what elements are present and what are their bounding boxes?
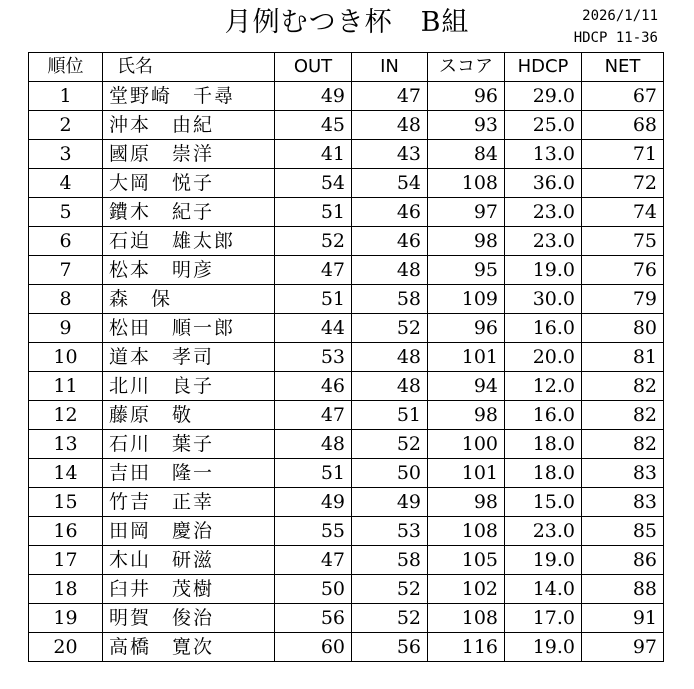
- table-row: [29, 546, 664, 575]
- hdcp-cell: 15.0: [505, 488, 582, 517]
- table-row: [29, 343, 664, 372]
- hdcp-cell: 19.0: [505, 633, 582, 662]
- player-name-cell: 竹吉 正幸: [103, 488, 275, 517]
- net-cell: 75: [582, 227, 664, 256]
- table-row: [29, 169, 664, 198]
- player-name-cell: 臼井 茂樹: [103, 575, 275, 604]
- score-cell: 96: [428, 82, 505, 111]
- player-name-cell: 木山 研滋: [103, 546, 275, 575]
- table-row: [29, 314, 664, 343]
- score-cell: 101: [428, 459, 505, 488]
- out-cell: 60: [275, 633, 352, 662]
- out-cell: 47: [275, 256, 352, 285]
- in-cell: 53: [352, 517, 428, 546]
- net-cell: 82: [582, 401, 664, 430]
- rank-cell: 3: [29, 140, 103, 169]
- in-cell: 50: [352, 459, 428, 488]
- in-cell: 49: [352, 488, 428, 517]
- table-row: [29, 575, 664, 604]
- player-name-cell: 沖本 由紀: [103, 111, 275, 140]
- table-row: [29, 459, 664, 488]
- column-header-net: NET: [582, 53, 664, 82]
- out-cell: 45: [275, 111, 352, 140]
- out-cell: 47: [275, 546, 352, 575]
- player-name-cell: 大岡 悦子: [103, 169, 275, 198]
- table-row: [29, 111, 664, 140]
- hdcp-cell: 30.0: [505, 285, 582, 314]
- results-table: [28, 52, 664, 662]
- player-name-cell: 吉田 隆一: [103, 459, 275, 488]
- out-cell: 55: [275, 517, 352, 546]
- hdcp-cell: 16.0: [505, 314, 582, 343]
- table-row: [29, 198, 664, 227]
- hdcp-cell: 18.0: [505, 459, 582, 488]
- player-name-cell: 田岡 慶治: [103, 517, 275, 546]
- rank-cell: 18: [29, 575, 103, 604]
- rank-cell: 15: [29, 488, 103, 517]
- hdcp-cell: 36.0: [505, 169, 582, 198]
- in-cell: 56: [352, 633, 428, 662]
- hdcp-cell: 19.0: [505, 546, 582, 575]
- player-name-cell: 石川 葉子: [103, 430, 275, 459]
- out-cell: 44: [275, 314, 352, 343]
- column-header-in: IN: [352, 53, 428, 82]
- rank-cell: 2: [29, 111, 103, 140]
- in-cell: 48: [352, 343, 428, 372]
- player-name-cell: 堂野崎 千尋: [103, 82, 275, 111]
- score-cell: 102: [428, 575, 505, 604]
- rank-cell: 9: [29, 314, 103, 343]
- out-cell: 51: [275, 459, 352, 488]
- net-cell: 67: [582, 82, 664, 111]
- rank-cell: 4: [29, 169, 103, 198]
- table-header-row: [29, 53, 664, 82]
- column-header-name: 氏名: [103, 53, 275, 82]
- score-cell: 116: [428, 633, 505, 662]
- rank-cell: 10: [29, 343, 103, 372]
- net-cell: 97: [582, 633, 664, 662]
- score-cell: 98: [428, 488, 505, 517]
- rank-cell: 20: [29, 633, 103, 662]
- player-name-cell: 明賀 俊治: [103, 604, 275, 633]
- in-cell: 52: [352, 575, 428, 604]
- hdcp-cell: 23.0: [505, 227, 582, 256]
- net-cell: 81: [582, 343, 664, 372]
- out-cell: 50: [275, 575, 352, 604]
- player-name-cell: 國原 崇洋: [103, 140, 275, 169]
- hdcp-cell: 23.0: [505, 198, 582, 227]
- hdcp-cell: 20.0: [505, 343, 582, 372]
- net-cell: 71: [582, 140, 664, 169]
- out-cell: 49: [275, 488, 352, 517]
- net-cell: 83: [582, 459, 664, 488]
- score-cell: 109: [428, 285, 505, 314]
- column-header-score: スコア: [428, 53, 505, 82]
- net-cell: 82: [582, 430, 664, 459]
- column-header-out: OUT: [275, 53, 352, 82]
- rank-cell: 14: [29, 459, 103, 488]
- score-cell: 84: [428, 140, 505, 169]
- score-cell: 108: [428, 604, 505, 633]
- in-cell: 48: [352, 372, 428, 401]
- rank-cell: 19: [29, 604, 103, 633]
- event-date: 2026/1/11: [582, 8, 658, 24]
- in-cell: 58: [352, 285, 428, 314]
- rank-cell: 8: [29, 285, 103, 314]
- score-cell: 108: [428, 169, 505, 198]
- out-cell: 48: [275, 430, 352, 459]
- rank-cell: 17: [29, 546, 103, 575]
- net-cell: 85: [582, 517, 664, 546]
- score-cell: 105: [428, 546, 505, 575]
- in-cell: 46: [352, 198, 428, 227]
- hdcp-cell: 18.0: [505, 430, 582, 459]
- rank-cell: 1: [29, 82, 103, 111]
- score-cell: 96: [428, 314, 505, 343]
- player-name-cell: 藤原 敬: [103, 401, 275, 430]
- rank-cell: 12: [29, 401, 103, 430]
- out-cell: 41: [275, 140, 352, 169]
- net-cell: 74: [582, 198, 664, 227]
- net-cell: 68: [582, 111, 664, 140]
- out-cell: 54: [275, 169, 352, 198]
- table-row: [29, 517, 664, 546]
- hdcp-cell: 25.0: [505, 111, 582, 140]
- score-cell: 93: [428, 111, 505, 140]
- table-row: [29, 633, 664, 662]
- score-cell: 98: [428, 401, 505, 430]
- hdcp-cell: 23.0: [505, 517, 582, 546]
- net-cell: 72: [582, 169, 664, 198]
- table-row: [29, 140, 664, 169]
- in-cell: 54: [352, 169, 428, 198]
- player-name-cell: 石迫 雄太郎: [103, 227, 275, 256]
- in-cell: 51: [352, 401, 428, 430]
- score-cell: 98: [428, 227, 505, 256]
- in-cell: 52: [352, 604, 428, 633]
- out-cell: 56: [275, 604, 352, 633]
- column-header-rank: 順位: [29, 53, 103, 82]
- score-cell: 100: [428, 430, 505, 459]
- player-name-cell: 松本 明彦: [103, 256, 275, 285]
- net-cell: 88: [582, 575, 664, 604]
- out-cell: 49: [275, 82, 352, 111]
- rank-cell: 16: [29, 517, 103, 546]
- in-cell: 52: [352, 314, 428, 343]
- player-name-cell: 森 保: [103, 285, 275, 314]
- table-row: [29, 82, 664, 111]
- hdcp-cell: 16.0: [505, 401, 582, 430]
- table-row: [29, 401, 664, 430]
- player-name-cell: 鐨木 紀子: [103, 198, 275, 227]
- hdcp-cell: 14.0: [505, 575, 582, 604]
- hdcp-range: HDCP 11-36: [573, 30, 658, 46]
- in-cell: 48: [352, 111, 428, 140]
- table-row: [29, 430, 664, 459]
- score-cell: 95: [428, 256, 505, 285]
- net-cell: 91: [582, 604, 664, 633]
- net-cell: 82: [582, 372, 664, 401]
- out-cell: 51: [275, 285, 352, 314]
- hdcp-cell: 13.0: [505, 140, 582, 169]
- out-cell: 53: [275, 343, 352, 372]
- hdcp-cell: 17.0: [505, 604, 582, 633]
- table-row: [29, 488, 664, 517]
- player-name-cell: 道本 孝司: [103, 343, 275, 372]
- table-row: [29, 372, 664, 401]
- out-cell: 51: [275, 198, 352, 227]
- table-row: [29, 604, 664, 633]
- score-cell: 94: [428, 372, 505, 401]
- out-cell: 52: [275, 227, 352, 256]
- score-cell: 97: [428, 198, 505, 227]
- table-row: [29, 256, 664, 285]
- net-cell: 83: [582, 488, 664, 517]
- rank-cell: 11: [29, 372, 103, 401]
- in-cell: 52: [352, 430, 428, 459]
- in-cell: 58: [352, 546, 428, 575]
- player-name-cell: 北川 良子: [103, 372, 275, 401]
- column-header-hdcp: HDCP: [505, 53, 582, 82]
- hdcp-cell: 19.0: [505, 256, 582, 285]
- table-row: [29, 227, 664, 256]
- out-cell: 46: [275, 372, 352, 401]
- in-cell: 46: [352, 227, 428, 256]
- score-cell: 101: [428, 343, 505, 372]
- rank-cell: 6: [29, 227, 103, 256]
- rank-cell: 5: [29, 198, 103, 227]
- in-cell: 47: [352, 82, 428, 111]
- rank-cell: 7: [29, 256, 103, 285]
- player-name-cell: 高橋 寛次: [103, 633, 275, 662]
- player-name-cell: 松田 順一郎: [103, 314, 275, 343]
- in-cell: 48: [352, 256, 428, 285]
- net-cell: 76: [582, 256, 664, 285]
- hdcp-cell: 12.0: [505, 372, 582, 401]
- in-cell: 43: [352, 140, 428, 169]
- results-body: [29, 82, 664, 662]
- net-cell: 79: [582, 285, 664, 314]
- table-row: [29, 285, 664, 314]
- score-cell: 108: [428, 517, 505, 546]
- out-cell: 47: [275, 401, 352, 430]
- page-title: 月例むつき杯 B組: [224, 7, 470, 38]
- hdcp-cell: 29.0: [505, 82, 582, 111]
- net-cell: 86: [582, 546, 664, 575]
- rank-cell: 13: [29, 430, 103, 459]
- net-cell: 80: [582, 314, 664, 343]
